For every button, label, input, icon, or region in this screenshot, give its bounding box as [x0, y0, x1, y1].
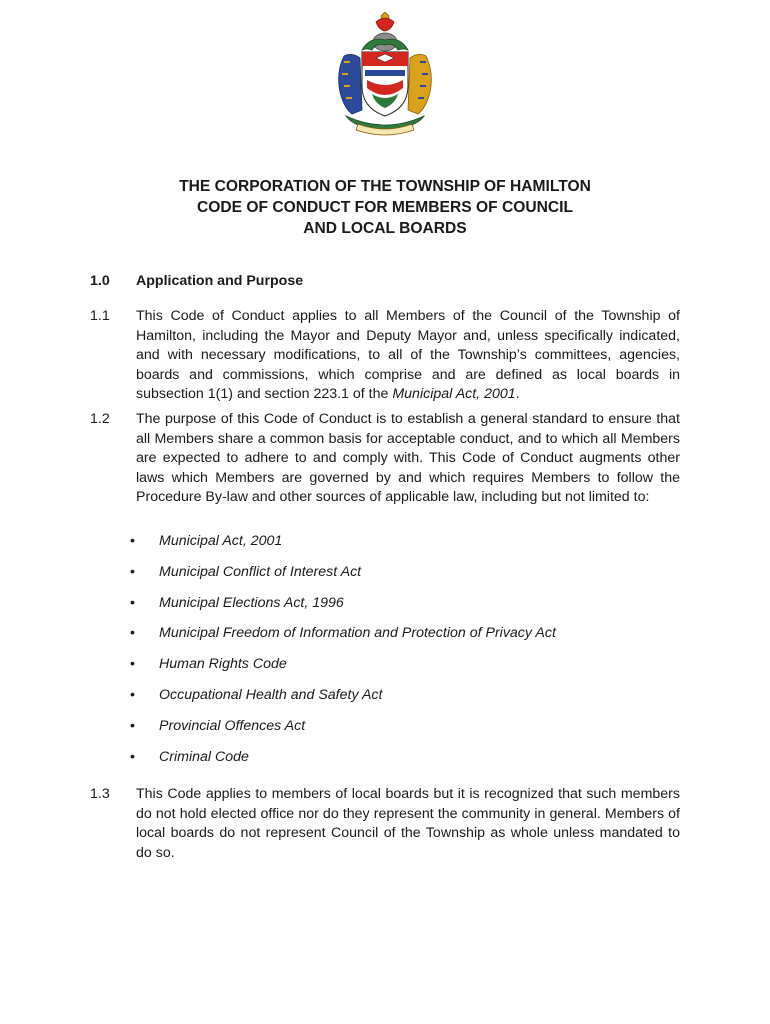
- list-item: [130, 594, 650, 625]
- coat-of-arms-logo: [332, 12, 438, 136]
- section-1-0-heading: [90, 272, 680, 292]
- paragraph-number: 1.1: [90, 308, 110, 324]
- paragraph-1-3: [90, 785, 680, 863]
- bullet-icon: •: [130, 748, 135, 765]
- paragraph-text: This Code applies to members of local boards but it is recognized that such members do not hold elected office nor do they represent the community in general. Members of local boards do not represent Council of the Township as whole unless mandated to do so.: [136, 786, 680, 861]
- section-heading-text: Application and Purpose: [136, 273, 304, 289]
- law-name: Human Rights Code: [159, 656, 287, 673]
- list-item: [130, 717, 650, 748]
- list-item: [130, 655, 650, 686]
- paragraph-text: [136, 307, 680, 405]
- list-item: [130, 563, 650, 594]
- law-name: Municipal Freedom of Information and Protection of Privacy Act: [159, 625, 556, 642]
- bullet-icon: •: [130, 686, 135, 703]
- law-name: Municipal Elections Act, 1996: [159, 594, 344, 611]
- document-title: [0, 176, 770, 239]
- bullet-icon: •: [130, 656, 135, 673]
- law-name: Municipal Conflict of Interest Act: [159, 563, 362, 580]
- paragraph-1-1-main: This Code of Conduct applies to all Members of the Council of the Township of Hamilton, including the Mayor and Deputy Mayor and, unless specifically indicated, and with necessary modifications, to all of the Township’s committees, agencies, boards and commissions, which comprise and are defined as local boards in subsection 1(1) and section 223.1 of the: [136, 308, 680, 403]
- law-name: Criminal Code: [159, 748, 249, 765]
- law-name: Municipal Act, 2001: [159, 533, 283, 549]
- section-number: 1.0: [90, 273, 110, 289]
- bullet-icon: •: [130, 563, 135, 580]
- paragraph-number: 1.2: [90, 411, 110, 427]
- title-line-2: CODE OF CONDUCT FOR MEMBERS OF COUNCIL: [197, 199, 573, 216]
- title-line-3: AND LOCAL BOARDS: [303, 220, 467, 237]
- paragraph-text: The purpose of this Code of Conduct is to establish a general standard to ensure that all Members share a common basis for acceptable conduct, and to which all Members are expected to adhere to and comply with. This Code of Conduct augments other laws which Members are governed by and which requires Members to follow the Procedure By-law and other sources of applicable law, including but not limited to:: [136, 411, 680, 506]
- list-item: [130, 748, 650, 779]
- law-name: Provincial Offences Act: [159, 717, 306, 734]
- list-item: [130, 532, 650, 563]
- bullet-icon: •: [130, 533, 135, 549]
- bullet-icon: •: [130, 717, 135, 734]
- list-item: [130, 624, 650, 655]
- applicable-laws-list: [130, 532, 650, 778]
- list-item: [130, 686, 650, 717]
- paragraph-1-1: [90, 307, 680, 405]
- title-line-1: THE CORPORATION OF THE TOWNSHIP OF HAMILTON: [179, 178, 591, 195]
- paragraph-1-2: [90, 410, 680, 508]
- paragraph-number: 1.3: [90, 786, 110, 802]
- paragraph-1-1-end: .: [515, 386, 520, 403]
- municipal-act-reference: Municipal Act, 2001: [392, 386, 516, 403]
- law-name: Occupational Health and Safety Act: [159, 686, 383, 703]
- bullet-icon: •: [130, 625, 135, 642]
- bullet-icon: •: [130, 594, 135, 611]
